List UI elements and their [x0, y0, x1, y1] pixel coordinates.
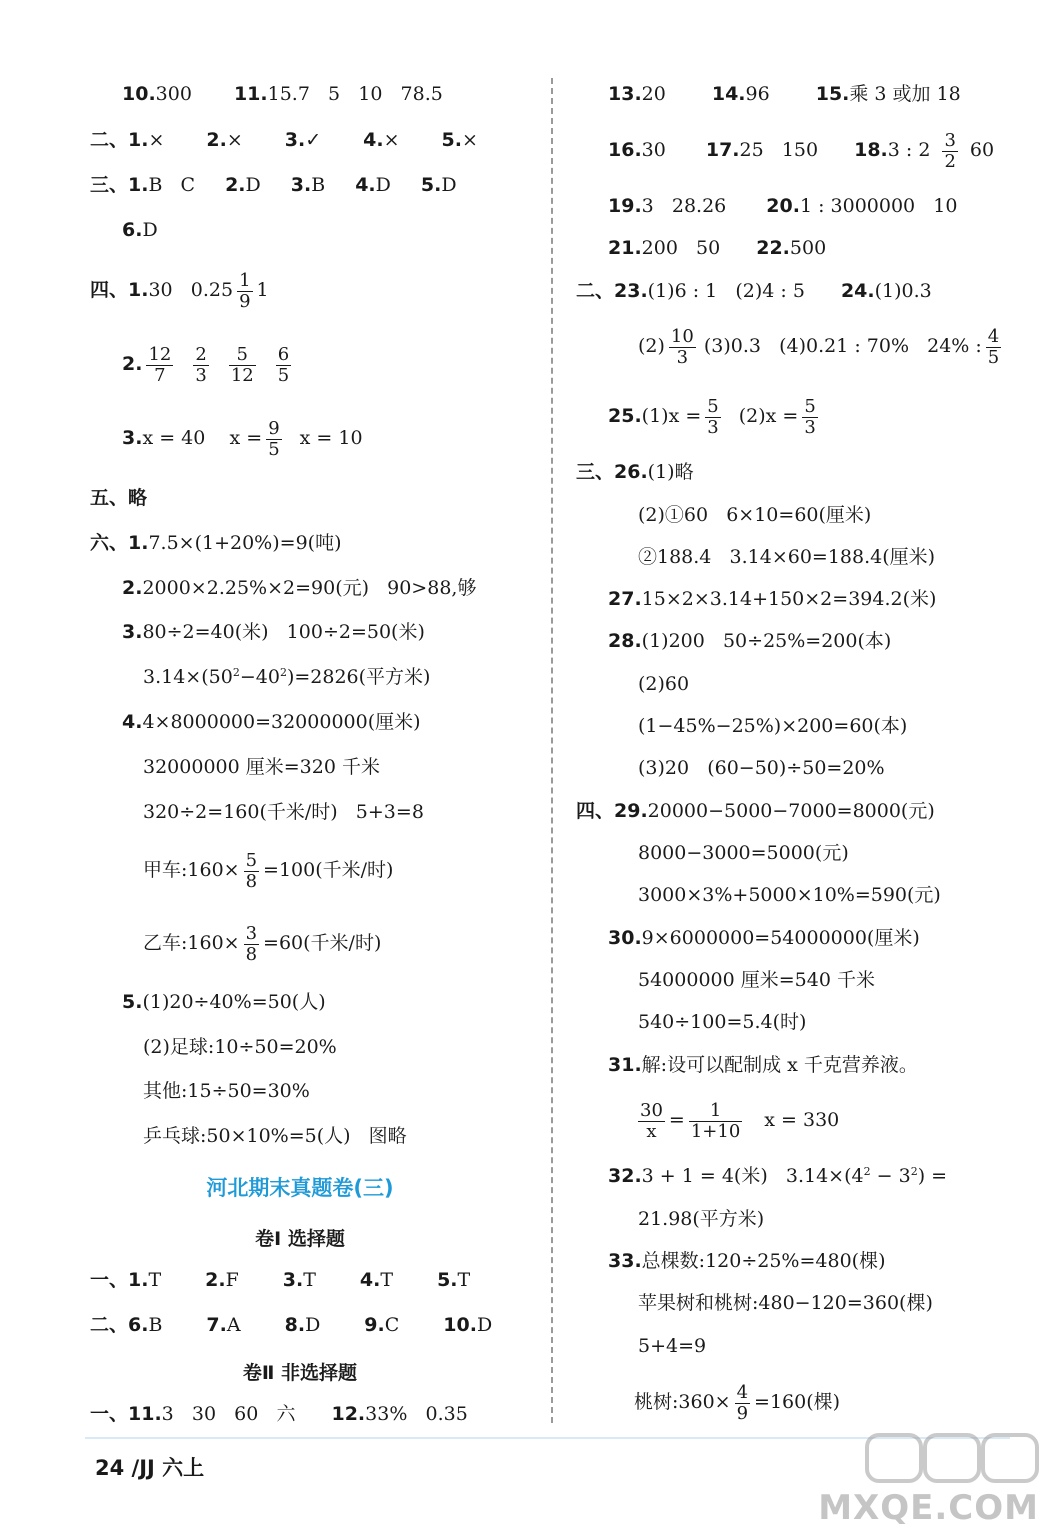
answer-row: (1−45%−25%)×200=60(本): [638, 715, 908, 737]
answer-row: 32.3 + 1 = 4(米) $3.14\times(4^2 - 3^2)$ =: [608, 1165, 948, 1187]
sub-title: 卷Ⅱ 非选择题: [242, 1362, 358, 1384]
answer-row: (2)60: [638, 673, 690, 695]
fraction: $\frac{5}{12}$: [230, 343, 254, 386]
fraction: $\frac{5}{3}$: [707, 395, 719, 438]
answer-row: 二、23.(1)6 : 1 (2)4 : 5 24.(1)0.3: [576, 280, 932, 302]
answer-row: 30.9×6000000=54000000(厘米): [608, 927, 920, 949]
answer-row: 540÷100=5.4(时): [638, 1011, 807, 1033]
answer-row: (3)20 (60−50)÷50=20%: [638, 757, 885, 779]
answer-row: 一、11.3 30 60 六 12.33% 0.35: [90, 1403, 468, 1425]
fraction: $\frac{5}{8}$: [245, 849, 258, 892]
answer-row: 乙车:160× $\frac{3}{8}$ =60(千米/时): [143, 922, 382, 965]
answer-row: 4.4×8000000=32000000(厘米): [122, 711, 421, 733]
answer-row: 21.200 50 22.500: [608, 237, 827, 259]
answer-row: 3.x = 40 x = $\frac{9}{5}$ x = 10: [122, 417, 363, 460]
answer-row: 320÷2=160(千米/时) 5+3=8: [143, 801, 424, 823]
sub-title: 卷Ⅰ 选择题: [255, 1228, 345, 1250]
answer-row: 一、1.T 2.F 3.T 4.T 5.T: [90, 1269, 471, 1291]
answer-row: $3.14\times(50^2-40^2)=2826$(平方米): [143, 666, 431, 688]
answer-row: 三、1.B C 2.D 3.B 4.D 5.D: [90, 174, 457, 196]
answer-row: 三、26.(1)略: [576, 461, 694, 483]
answer-row: 5+4=9: [638, 1335, 707, 1357]
fraction: $\frac{9}{5}$: [268, 417, 280, 460]
answer-row: 其他:15÷50=30%: [143, 1080, 310, 1102]
answer-row: 乒乓球:50×10%=5(人) 图略: [143, 1125, 407, 1147]
answer-row: 五、略: [90, 487, 148, 509]
answer-row: 苹果树和桃树:480−120=360(棵): [638, 1292, 933, 1314]
answer-row: (2)足球:10÷50=20%: [143, 1036, 337, 1058]
answer-row: 甲车:160× $\frac{5}{8}$ =100(千米/时): [143, 849, 394, 892]
answer-row: 二、6.B 7.A 8.D 9.C 10.D: [90, 1314, 493, 1336]
answer-row: 19.3 28.26 20.1 : 3000000 10: [608, 195, 958, 217]
answer-row: 2.2000×2.25%×2=90(元) 90>88,够: [122, 577, 477, 599]
answer-row: 21.98(平方米): [638, 1208, 765, 1230]
answer-row: (2)①60 6×10=60(厘米): [638, 504, 872, 526]
answer-row: 四、29.20000−5000−7000=8000(元): [576, 800, 935, 822]
answer-row: 二、1.× 2.× 3.✓ 4.× 5.×: [90, 129, 478, 151]
answer-row: 3000×3%+5000×10%=590(元): [638, 884, 941, 906]
watermark-text: MXQE.COM: [818, 1488, 1039, 1528]
page-number: 24 /JJ 六上: [95, 1456, 205, 1480]
answer-row: 桃树:360× $\frac{4}{9}$ =160(棵): [634, 1381, 841, 1424]
fraction: $\frac{10}{3}$: [670, 325, 694, 368]
section-title: 河北期末真题卷(三): [206, 1176, 394, 1200]
answer-row: (2) $\frac{10}{3}$ (3)0.3 (4)0.21 : 70% 24% : $\frac{4}{5}$: [638, 325, 1000, 368]
fraction: $\frac{12}{7}$: [148, 343, 172, 386]
fraction: $\frac{1}{9}$: [239, 269, 251, 312]
fraction: $\frac{1}{1+10}$: [690, 1099, 741, 1142]
answer-row: 31.解:设可以配制成 x 千克营养液。: [608, 1054, 918, 1076]
answer-row: 3.80÷2=40(米) 100÷2=50(米): [122, 621, 425, 643]
answer-row: 32000000 厘米=320 千米: [143, 756, 380, 778]
fraction: $\frac{4}{5}$: [987, 325, 1000, 368]
fraction: $\frac{4}{9}$: [736, 1381, 749, 1424]
answer-row: 27.15×2×3.14+150×2=394.2(米): [608, 588, 937, 610]
answer-row: 5.(1)20÷40%=50(人): [122, 991, 326, 1013]
answer-row: 8000−3000=5000(元): [638, 842, 849, 864]
answer-row: 28.(1)200 50÷25%=200(本): [608, 630, 892, 652]
answer-row: 2. $\frac{12}{7}$ $\frac{2}{3}$ $\frac{5}{12}$ $\frac{6}{5}$: [122, 343, 290, 386]
fraction: $\frac{30}{x}$: [640, 1099, 663, 1142]
answer-row: ②188.4 3.14×60=188.4(厘米): [638, 546, 936, 568]
answer-row: 四、1.30 0.25 $\frac{1}{9}$ 1: [90, 269, 269, 312]
answer-row: 33.总棵数:120÷25%=480(棵): [608, 1250, 886, 1272]
fraction: $\frac{3}{2}$: [944, 129, 956, 172]
answer-row: 六、1.7.5×(1+20%)=9(吨): [90, 532, 342, 554]
answer-row: 54000000 厘米=540 千米: [638, 969, 875, 991]
answer-row: 16.30 17.25 150 18.3 : 2 $\frac{3}{2}$ 60: [608, 129, 995, 172]
answer-row: $\frac{30}{x}$ = $\frac{1}{1+10}$ x = 330: [640, 1099, 840, 1142]
answer-row: 13.20 14.96 15.乘 3 或加 18: [608, 83, 961, 105]
answer-row: 6.D: [122, 219, 158, 241]
fraction: $\frac{5}{3}$: [804, 395, 816, 438]
answer-row: 25.(1)x = $\frac{5}{3}$ (2)x = $\frac{5}{3}$: [608, 395, 816, 438]
fraction: $\frac{6}{5}$: [277, 343, 290, 386]
answer-row: 10.300 11.15.7 5 10 78.5: [122, 83, 443, 105]
fraction: $\frac{2}{3}$: [195, 343, 207, 386]
fraction: $\frac{3}{8}$: [245, 922, 258, 965]
column-divider: [551, 78, 553, 1423]
